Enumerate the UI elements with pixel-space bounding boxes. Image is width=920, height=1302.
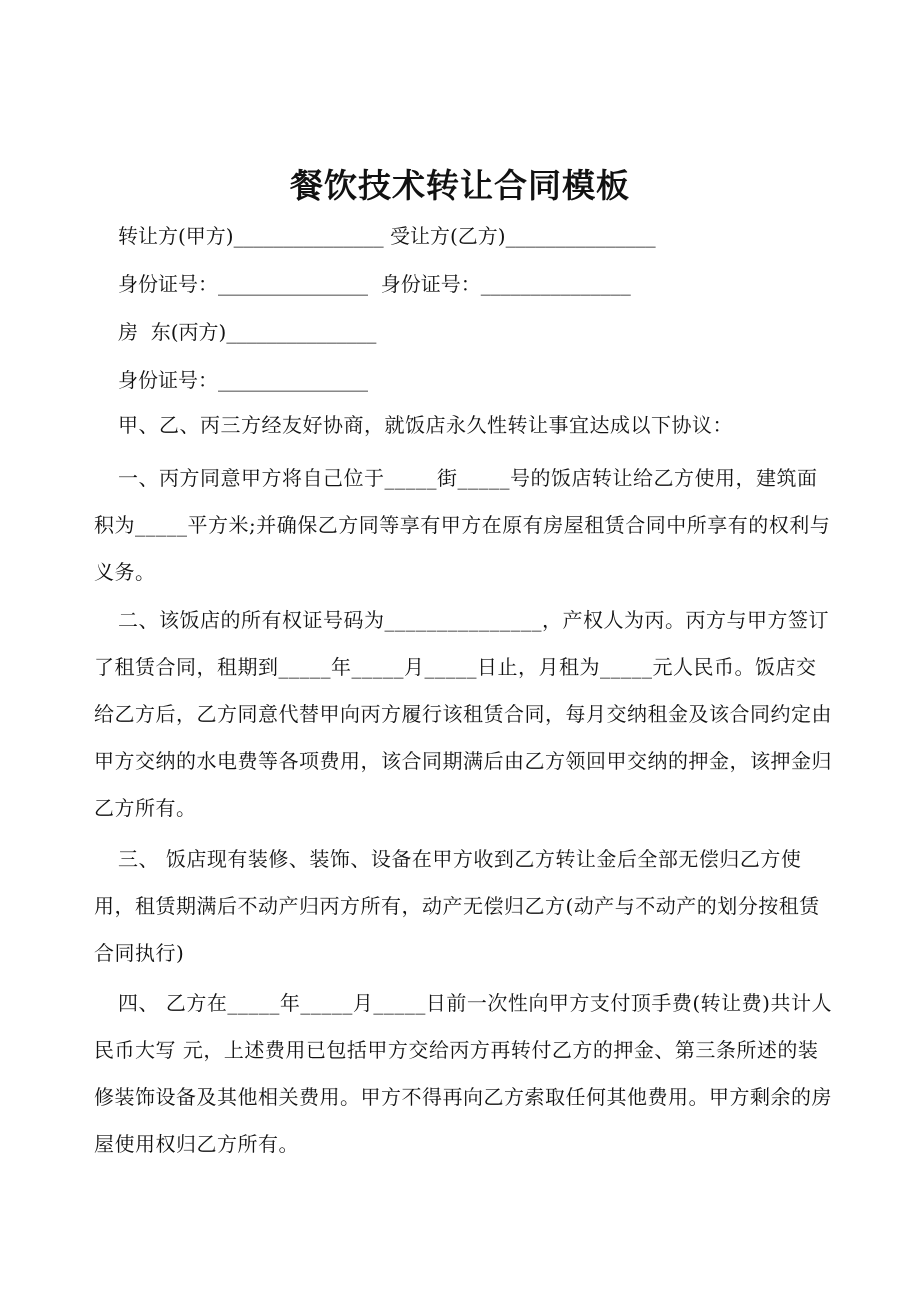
clause-4: 四、 乙方在_____年_____月_____日前一次性向甲方支付顶手费(转让费)共计人民币大写 元，上述费用已包括甲方交给丙方再转付乙方的押金、第三条所述的装修装饰设备及其他相关费用。甲方不得再向乙方索取任何其他费用。甲方剩余的房屋使用权归乙方所有。 [94, 991, 832, 1156]
intro-paragraph: 甲、乙、丙三方经友好协商，就饭店永久性转让事宜达成以下协议： [118, 413, 733, 437]
clause-1: 一、丙方同意甲方将自己位于_____街_____号的饭店转让给乙方使用，建筑面积为_____平方米;并确保乙方同等享有甲方在原有房屋租赁合同中所享有的权利与义务。 [94, 466, 831, 584]
landlord-id-line: 身份证号：_______________ [118, 368, 368, 392]
document-title: 餐饮技术转让合同模板 [290, 166, 630, 205]
transferor-transferee-line: 转让方(甲方)_______________ 受让方(乙方)_______________ [118, 224, 656, 248]
clause-2: 二、该饭店的所有权证号码为_______________，产权人为丙。丙方与甲方签订了租赁合同，租期到_____年_____月_____日止，月租为_____元人民币。饭店交给乙方后，乙方同意代替甲向丙方履行该租赁合同，每月交纳租金及该合同约定由甲方交纳的水电费等各项费用，该合同期满后由乙方领回甲交纳的押金，该押金归乙方所有。 [94, 608, 832, 820]
id-number-line: 身份证号：_______________ 身份证号：_______________ [118, 272, 631, 296]
clause-3: 三、 饭店现有装修、装饰、设备在甲方收到乙方转让金后全部无偿归乙方使用，租赁期满后不动产归丙方所有，动产无偿归乙方(动产与不动产的划分按租赁合同执行) [94, 847, 820, 965]
landlord-line: 房 东(丙方)_______________ [118, 320, 377, 344]
